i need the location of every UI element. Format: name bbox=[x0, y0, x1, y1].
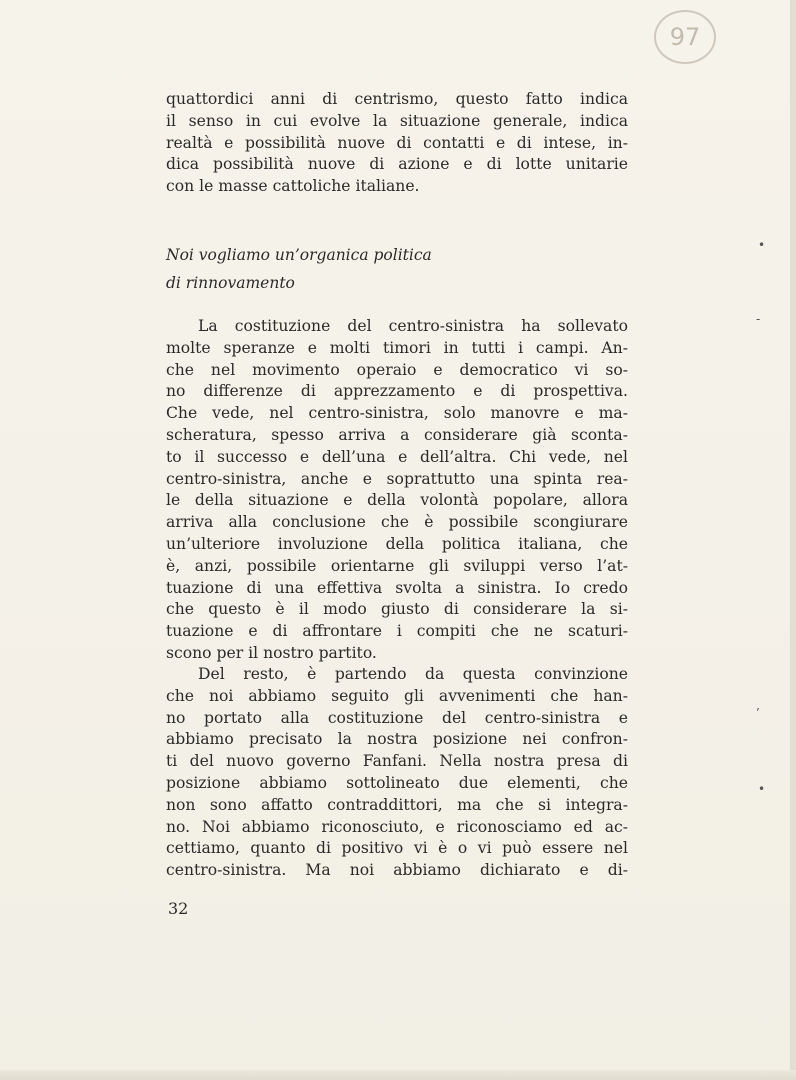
archive-stamp bbox=[654, 10, 716, 64]
text-line: arriva alla conclusione che è possibile scongiurare bbox=[166, 513, 628, 532]
text-line: Del resto, è partendo da questa convinzione bbox=[198, 665, 628, 683]
margin-tick: ’ bbox=[756, 706, 760, 720]
text-line: che nel movimento operaio e democratico vi so- bbox=[166, 360, 628, 379]
text-line: che noi abbiamo seguito gli avvenimenti che han- bbox=[166, 686, 628, 705]
stamp-number: 97 bbox=[669, 23, 701, 51]
text-line: il senso in cui evolve la situazione generale, indica bbox=[166, 111, 628, 130]
text-line: tuazione e di affrontare i compiti che ne scaturi- bbox=[166, 622, 628, 641]
section-heading bbox=[166, 241, 432, 297]
heading-line-1: Noi vogliamo un’organica politica bbox=[166, 246, 432, 264]
page-edge-right bbox=[790, 0, 796, 1080]
text-line: abbiamo precisato la nostra posizione nei confron- bbox=[166, 730, 628, 749]
text-line: Che vede, nel centro-sinistra, solo manovre e ma- bbox=[166, 404, 628, 423]
paragraph-3 bbox=[166, 664, 628, 882]
text-line: posizione abbiamo sottolineato due elementi, che bbox=[166, 773, 628, 792]
text-line: no portato alla costituzione del centro-sinistra e bbox=[166, 708, 628, 727]
text-line: ti del nuovo governo Fanfani. Nella nostra presa di bbox=[166, 752, 628, 771]
text-line: centro-sinistra, anche e soprattutto una spinta rea- bbox=[166, 469, 628, 488]
text-line: non sono affatto contraddittori, ma che si integra- bbox=[166, 795, 628, 814]
text-line: con le masse cattoliche italiane. bbox=[166, 177, 420, 196]
heading-line-2: di rinnovamento bbox=[166, 274, 295, 292]
text-line: cettiamo, quanto di positivo vi è o vi può essere nel bbox=[166, 839, 628, 858]
paragraph-2 bbox=[166, 316, 628, 665]
page-number: 32 bbox=[168, 899, 189, 918]
text-line: no differenze di apprezzamento e di prospettiva. bbox=[166, 382, 628, 401]
page-edge-bottom bbox=[0, 1070, 796, 1080]
text-line: le della situazione e della volontà popolare, allora bbox=[166, 491, 628, 510]
text-line: scheratura, spesso arriva a considerare già sconta- bbox=[166, 425, 628, 444]
text-line: realtà e possibilità nuove di contatti e di intese, in- bbox=[166, 133, 628, 152]
text-line: centro-sinistra. Ma noi abbiamo dichiarato e di- bbox=[166, 861, 628, 880]
text-line: to il successo e dell’una e dell’altra. Chi vede, nel bbox=[166, 447, 628, 466]
margin-dot: • bbox=[758, 238, 766, 252]
paragraph-1 bbox=[166, 89, 628, 198]
margin-dash: - bbox=[756, 312, 761, 326]
text-line: scono per il nostro partito. bbox=[166, 643, 377, 662]
text-line: che questo è il modo giusto di considerare la si- bbox=[166, 600, 628, 619]
text-line: molte speranze e molti timori in tutti i campi. An- bbox=[166, 338, 628, 357]
text-line: è, anzi, possibile orientarne gli sviluppi verso l’at- bbox=[166, 556, 628, 575]
text-line: no. Noi abbiamo riconosciuto, e riconosciamo ed ac- bbox=[166, 817, 628, 836]
text-line: dica possibilità nuove di azione e di lotte unitarie bbox=[166, 155, 628, 174]
text-line: quattordici anni di centrismo, questo fatto indica bbox=[166, 90, 628, 108]
text-line: tuazione di una effettiva svolta a sinistra. Io credo bbox=[166, 578, 628, 597]
text-line: un’ulteriore involuzione della politica italiana, che bbox=[166, 534, 628, 553]
text-line: La costituzione del centro-sinistra ha sollevato bbox=[198, 317, 628, 335]
margin-dot: • bbox=[758, 782, 766, 796]
